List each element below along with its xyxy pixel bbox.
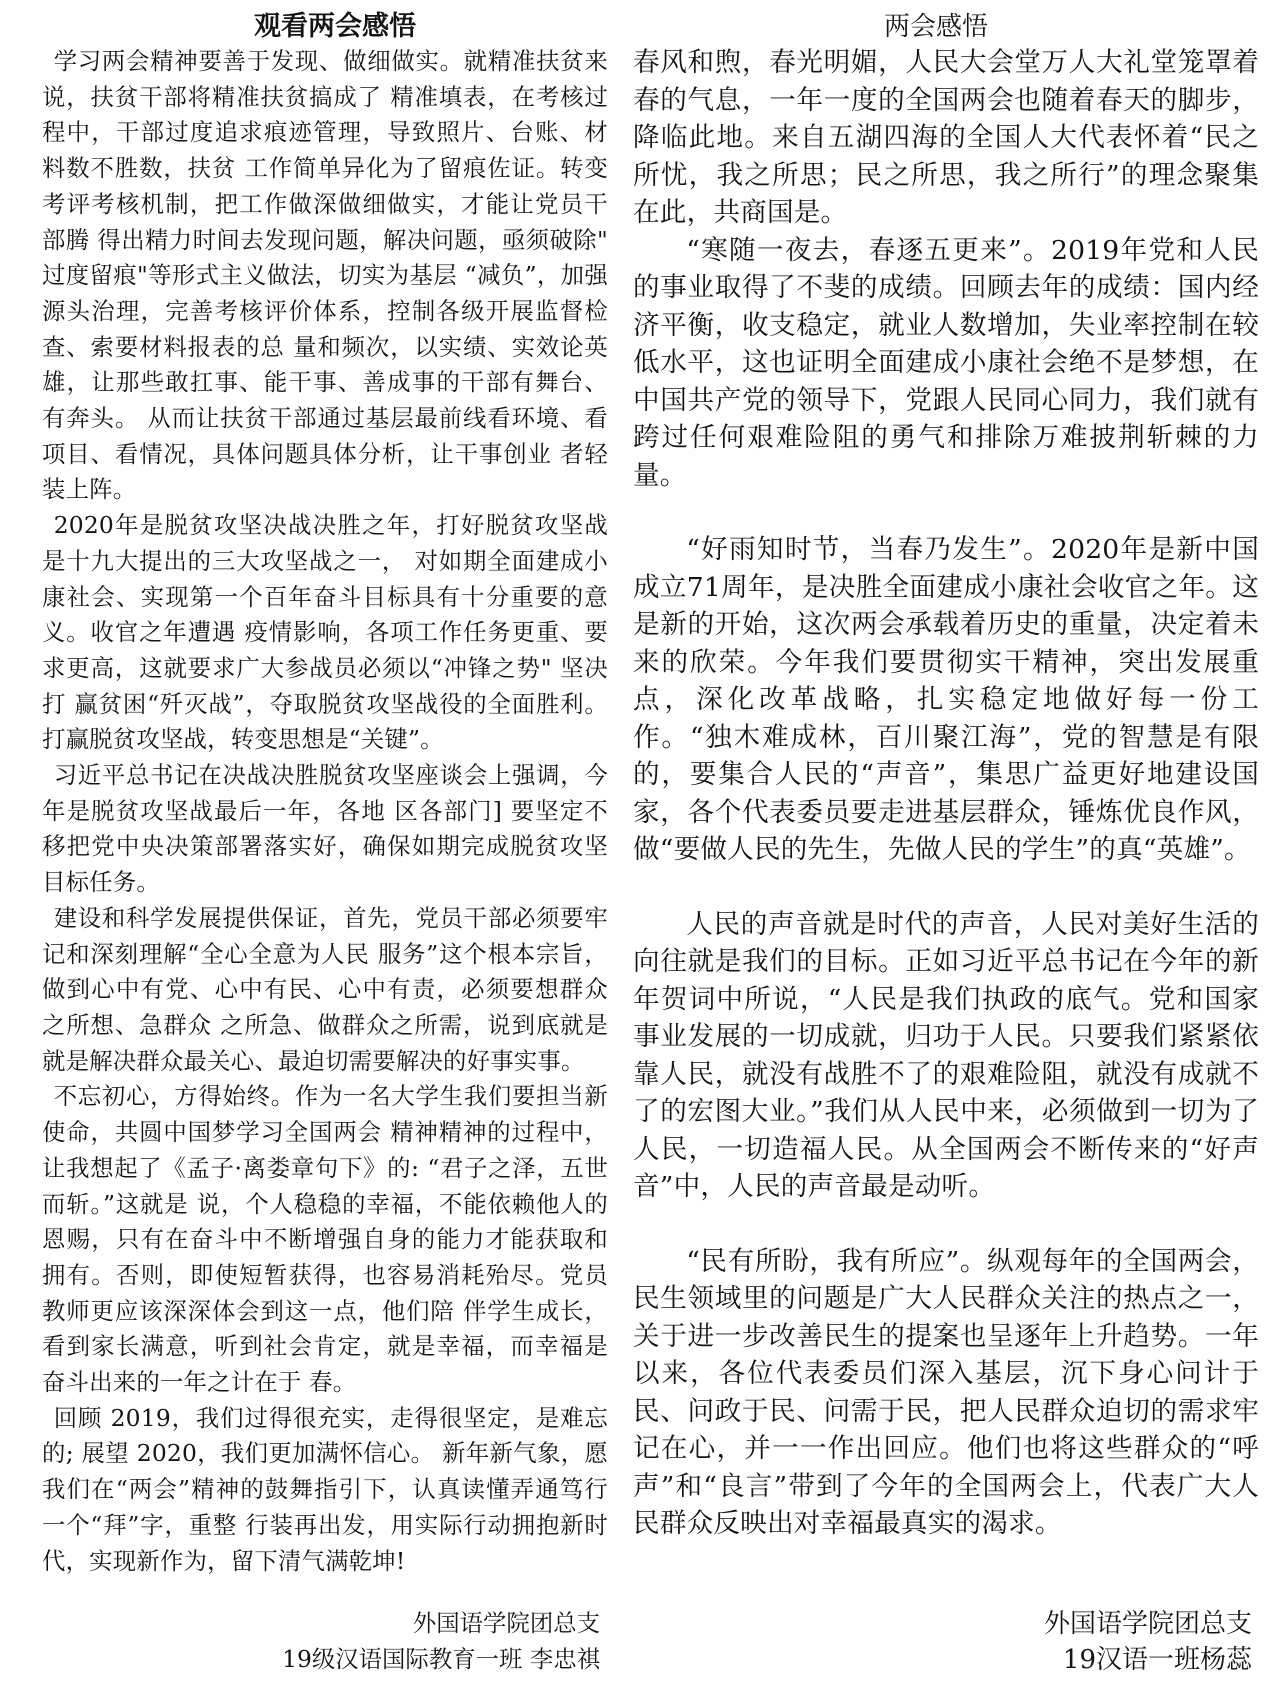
left-article-signature — [150, 1606, 600, 1677]
paragraph: 习近平总书记在决战决胜脱贫攻坚座谈会上强调，今年是脱贫攻坚战最后一年，各地 区各部门] 要坚定不移把党中央决策部署落实好，确保如期完成脱贫攻坚目标任务。 — [42, 761, 608, 897]
signature-author: 19级汉语国际教育一班 李忠祺 — [282, 1644, 600, 1673]
paragraph: 回顾 2019，我们过得很充实，走得很坚定，是难忘的; 展望 2020，我们更加满怀信心。 新年新气象，愿我们在“两会”精神的鼓舞指引下，认真读懂弄通笃行一个“拜”字，重整 行装再出发，用实际行动拥抱新时代，实现新作为，留下清气满乾坤! — [42, 1403, 608, 1575]
paragraph: 人民的声音就是时代的声音，人民对美好生活的向往就是我们的目标。正如习近平总书记在今年的新年贺词中所说，“人民是我们执政的底气。党和国家事业发展的一切成就，归功于人民。只要我们紧紧依靠人民，就没有战胜不了的艰难险阻，就没有成就不了的宏图大业。”我们从人民中来，必须做到一切为了人民，一切造福人民。从全国两会不断传来的“好声音”中，人民的声音最是动听。 — [633, 908, 1259, 1202]
paragraph: “好雨知时节，当春乃发生”。2020年是新中国成立71周年，是决胜全面建成小康社会收官之年。这是新的开始，这次两会承载着历史的重量，决定着未来的欣荣。今年我们要贯彻实干精神，突出发展重点，深化改革战略，扎实稳定地做好每一份工作。“独木难成林，百川聚江海”，党的智慧是有限的，要集合人民的“声音”，集思广益更好地建设国家，各个代表委员要走进基层群众，锤炼优良作风，做“要做人民的先生，先做人民的学生”的真“英雄”。 — [633, 534, 1259, 865]
left-article-body — [42, 44, 608, 1579]
right-article-title: 两会感悟 — [883, 12, 988, 42]
right-article-signature — [860, 1606, 1252, 1678]
left-article-title: 观看两会感悟 — [254, 11, 416, 42]
paragraph: 学习两会精神要善于发现、做细做实。就精准扶贫来说，扶贫干部将精准扶贫搞成了 精准填表，在考核过程中，干部过度追求痕迹管理，导致照片、台账、材料数不胜数，扶贫 工作简单异化为了留痕佐证。转变考评考核机制，把工作做深做细做实，才能让党员干部腾 得出精力时间去发现问题，解决问题，亟须破除" 过度留痕"等形式主义做法，切实为基层 “减负”，加强源头治理，完善考核评价体系，控制各级开展监督检查、索要材料报表的总 量和频次，以实绩、实效论英雄，让那些敢扛事、能干事、善成事的干部有舞台、有奔头。 从而让扶贫干部通过基层最前线看环境、看项目、看情况，具体问题具体分析，让干事创业 者轻装上阵。 — [42, 47, 608, 504]
paragraph: “民有所盼，我有所应”。纵观每年的全国两会，民生领域里的问题是广大人民群众关注的热点之一，关于进一步改善民生的提案也呈逐年上升趋势。一年以来，各位代表委员们深入基层，沉下身心问计于民、问政于民、问需于民，把人民群众迫切的需求牢记在心，并一一作出回应。他们也将这些群众的“呼声”和“良言”带到了今年的全国两会上，代表广大人民群众反映出对幸福最真实的渴求。 — [633, 1245, 1259, 1539]
left-article — [42, 10, 608, 1579]
right-article — [633, 10, 1259, 1543]
signature-org: 外国语学院团总支 — [412, 1609, 600, 1637]
paragraph: “寒随一夜去，春逐五更来”。2019年党和人民的事业取得了不斐的成绩。回顾去年的成绩：国内经济平衡，收支稳定，就业人数增加，失业率控制在较低水平，这也证明全面建成小康社会绝不是梦想，在中国共产党的领导下，党跟人民同心同力，我们就有跨过任何艰难险阻的勇气和排除万难披荆斩棘的力量。 — [633, 234, 1259, 491]
right-article-body — [633, 44, 1259, 1543]
signature-author: 19汉语一班杨蕊 — [1062, 1645, 1252, 1675]
paragraph: 春风和煦，春光明媚，人民大会堂万人大礼堂笼罩着春的气息，一年一度的全国两会也随着春天的脚步，降临此地。来自五湖四海的全国人大代表怀着“民之所忧，我之所思；民之所思，我之所行”的理念聚集在此，共商国是。 — [633, 47, 1259, 228]
paragraph: 不忘初心，方得始终。作为一名大学生我们要担当新使命，共圆中国梦学习全国两会 精神精神的过程中，让我想起了《孟子·离娄章句下》的: “君子之泽，五世而斩。”这就是 说，个人稳稳的幸福，不能依赖他人的恩赐，只有在奋斗中不断增强自身的能力才能获取和 拥有。否则，即使短暂获得，也容易消耗殆尽。党员教师更应该深深体会到这一点，他们陪 伴学生成长，看到家长满意，听到社会肯定，就是幸福，而幸福是奋斗出来的一年之计在于 春。 — [42, 1082, 608, 1397]
paragraph: 建设和科学发展提供保证，首先，党员干部必须要牢记和深刻理解“全心全意为人民 服务”这个根本宗旨，做到心中有党、心中有民、心中有责，必须要想群众之所想、急群众 之所急、做群众之所需，说到底就是就是解决群众最关心、最迫切需要解决的好事实事。 — [42, 903, 608, 1075]
paragraph: 2020年是脱贫攻坚决战决胜之年，打好脱贫攻坚战是十九大提出的三大攻坚战之一， 对如期全面建成小康社会、实现第一个百年奋斗目标具有十分重要的意义。收官之年遭遇 疫情影响，各项工作任务更重、要求更高，这就要求广大参战员必须以“冲锋之势" 坚决打 赢贫困“歼灭战”，夺取脱贫攻坚战役的全面胜利。打赢脱贫攻坚战，转变思想是“关键”。 — [42, 511, 608, 754]
signature-org: 外国语学院团总支 — [1043, 1609, 1252, 1639]
